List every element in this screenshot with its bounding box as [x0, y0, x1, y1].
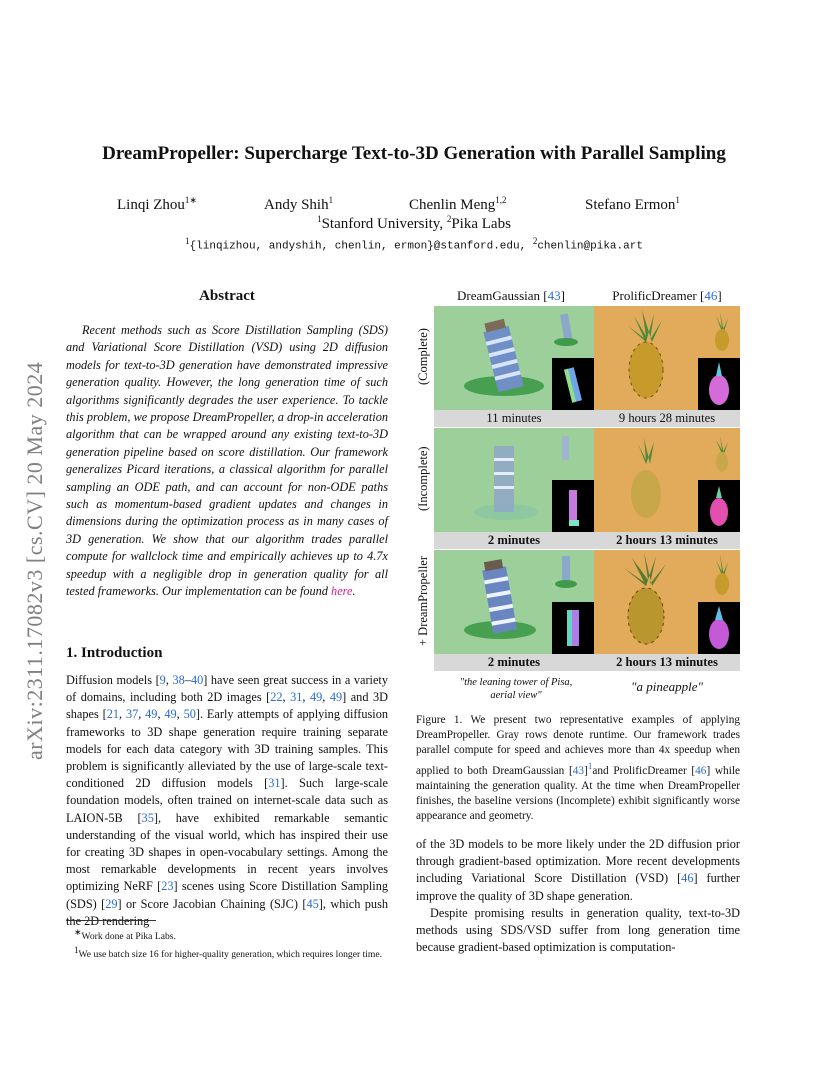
text-run: ], which push the 2D rendering [66, 896, 389, 928]
abstract-text: Recent methods such as Score Distillation Sampling (SDS) and Variational Score Distillation (VSD) using 2D diffusion models for text-to-3D generation have demonstrated impressive generation quality. However, the long generation time of such algorithms significantly degrades the user experience. To tackle this problem, we propose DreamPropeller, a drop-in acceleration algorithm that can be wrapped around any existing text-to-3D generation pipeline based on score distillation. Our framework generalizes Picard iterations, a classical algorithm for parallel sampling an ODE path, and can account for non-ODE paths such as momentum-based gradient updates and changes in dimensions during the optimization process as in many cases of 3D generation. We show that our algorithm trades parallel compute for wallclock time and empirically achieves up to 4.7x speedup with a negligible drop in generation quality for all tested frameworks. Our implementation can be found here. [66, 323, 388, 599]
citation-link[interactable]: 22 [270, 690, 283, 705]
text-run: , [176, 707, 184, 722]
paper-title: DreamPropeller: Supercharge Text-to-3D Generation with Parallel Sampling [102, 143, 726, 164]
citation-link[interactable]: 49 [164, 707, 177, 722]
footnote-mark[interactable]: 1 [587, 760, 593, 771]
pineapple-normal-render [698, 602, 740, 654]
footnotes [66, 926, 388, 962]
prompt-pisa: "the leaning tower of Pisa, aerial view" [459, 677, 573, 701]
panel-pineapple-incomplete [594, 428, 740, 532]
affiliations: $^1$Stanford University, $^2$Pika Labs [317, 214, 511, 232]
normal-map-inset [698, 480, 740, 532]
footnote-2: $^1$We use batch size 16 for higher-quality generation, which requires longer time. [74, 944, 383, 960]
text-run: , [282, 690, 291, 705]
runtime-dreamgaussian-incomplete: 2 minutes [434, 532, 594, 549]
panel-pisa-dreampropeller [434, 550, 594, 654]
text-run: ] and 3D shapes [ [66, 690, 389, 722]
author-1: Linqi Zhou$^{1∗}$ [117, 195, 197, 213]
citation-link[interactable]: 9 [159, 673, 166, 687]
citation-link[interactable]: 31 [268, 776, 281, 791]
pineapple-normal-render [698, 358, 740, 410]
citation-link[interactable]: 49 [329, 690, 343, 705]
text-run: , [302, 690, 310, 705]
citation-link[interactable]: 49 [309, 690, 323, 705]
text-run: ] have seen great success in a variety of domains, including both 2D images [ [66, 673, 388, 705]
col-label-dreamgaussian: DreamGaussian [43] [457, 288, 565, 303]
citation-link[interactable]: 21 [106, 707, 120, 722]
row-label-dreampropeller: + DreamPropeller [416, 556, 430, 647]
text-run: , [157, 707, 165, 722]
pisa-normal-render [552, 480, 594, 532]
text-run: ]. Such large-scale foundation models, often trained on internet-scale data such as LAION-5B [ [66, 776, 388, 825]
text-run: ] scenes using Score Distillation Sampling (SDS) [ [66, 879, 389, 911]
footnote-1: ∗Work done at Pika Labs. [74, 927, 176, 943]
normal-map-inset [552, 480, 594, 532]
runtime-dreamgaussian-complete: 11 minutes [434, 410, 594, 427]
citation-link[interactable]: 40 [190, 673, 204, 687]
panel-pisa-complete [434, 306, 594, 410]
abstract-heading: Abstract [199, 288, 255, 304]
col-label-prolificdreamer: ProlificDreamer [46] [612, 288, 722, 303]
text-run: , [119, 707, 126, 722]
author-2: Andy Shih$^1$ [264, 195, 334, 213]
runtime-prolific-complete: 9 hours 28 minutes [594, 410, 740, 427]
author-4: Stefano Ermon$^1$ [585, 195, 680, 213]
citation-link[interactable]: 37 [125, 707, 139, 722]
author-emails: $^1${linqizhou, andyshih, chenlin, ermon}@stanford.edu, $^2$chenlin@pika.art [185, 236, 643, 253]
normal-map-inset [552, 602, 594, 654]
row-label-incomplete: (Incomplete) [416, 446, 430, 512]
citation-link[interactable]: 49 [145, 707, 158, 722]
prompt-pineapple: "a pineapple" [631, 679, 703, 694]
panel-pisa-incomplete [434, 428, 594, 532]
citation-link[interactable]: 45 [306, 896, 319, 911]
normal-map-inset [698, 358, 740, 410]
implementation-link[interactable]: here [331, 584, 353, 599]
text-run: ] while maintaining the generation quality. At the time when DreamPropeller finishes, the baseline versions (Incomplete) exhibit significantly worse appearance and geometry. [416, 764, 740, 822]
arxiv-stamp: arXiv:2311.17082v3 [cs.CV] 20 May 2024 [22, 361, 47, 760]
text-run: Figure 1. We present two representative examples of applying DreamPropeller. Gray rows denote runtime. Our framework trades parallel compute for speed and achieves more than 4x speedup when applied to both DreamGaussian [ [416, 714, 740, 777]
text-run: ] [584, 764, 588, 777]
normal-map-inset [552, 358, 594, 410]
footnote-rule [66, 920, 156, 921]
intro-heading: 1. Introduction [66, 645, 163, 661]
row-label-complete: (Complete) [416, 328, 430, 386]
panel-pineapple-complete [594, 306, 740, 410]
text-run: , [322, 690, 330, 705]
citation-link[interactable]: 29 [105, 896, 118, 911]
citation-link[interactable]: 46 [695, 764, 707, 777]
text-run: of the 3D models to be more likely under the 2D diffusion prior through gradient-based optimization. More recent developments including Variational Score Distillation (VSD) [ [416, 837, 740, 886]
runtime-prolific-incomplete: 2 hours 13 minutes [594, 532, 740, 549]
citation-link[interactable]: 38 [172, 673, 185, 687]
text-run: ] further improve the quality of 3D shape generation. [416, 871, 740, 903]
text-run: , [165, 673, 173, 687]
normal-map-inset [698, 602, 740, 654]
citation-link[interactable]: 23 [161, 879, 174, 894]
runtime-dreamgaussian-dreampropeller: 2 minutes [434, 654, 594, 671]
pisa-normal-render [552, 358, 594, 410]
figure-caption [416, 713, 740, 824]
citation-link[interactable]: 50 [183, 707, 196, 722]
text-run: Diffusion models [ [66, 673, 160, 687]
citation-link[interactable]: 35 [141, 810, 154, 825]
text-run: ], have exhibited remarkable semantic understanding of the visual world, which has inspired their use for creating 3D shapes in open-vocabulary settings. Among the most remarkable developments in recent years involves optimizing NeRF [ [66, 810, 388, 894]
citation-link[interactable]: 31 [290, 690, 303, 705]
text-run: ] or Score Jacobian Chaining (SJC) [ [117, 896, 307, 911]
text-run: – [184, 673, 191, 687]
runtime-prolific-dreampropeller: 2 hours 13 minutes [594, 654, 740, 671]
text-run: and ProlificDreamer [ [592, 764, 696, 777]
text-run: ]. Early attempts of applying diffusion frameworks to 3D shape generation require training separate models for each data category with 3D training samples. This problem is significantly alleviated by the use of large-scale text-conditioned 2D diffusion models [ [66, 707, 389, 791]
citation-link[interactable]: 43 [572, 764, 585, 777]
figure-1 [416, 288, 740, 701]
right-column-text: of the 3D models to be more likely under the 2D diffusion prior through gradient-based optimization. More recent developments including Variational Score Distillation (VSD) [46] further improve the quality of 3D shape generation. Despite promising results in generation quality, text-to-3D methods using SDS/VSD suffer from long generation time because gradient-based optimization is computation- [416, 837, 740, 955]
pineapple-normal-render [698, 480, 740, 532]
pisa-normal-render [552, 602, 594, 654]
author-3: Chenlin Meng$^{1,2}$ [409, 195, 507, 213]
text-run: , [138, 707, 146, 722]
panel-pineapple-dreampropeller [594, 550, 740, 654]
intro-text [66, 672, 388, 930]
citation-link[interactable]: 46 [681, 871, 694, 886]
